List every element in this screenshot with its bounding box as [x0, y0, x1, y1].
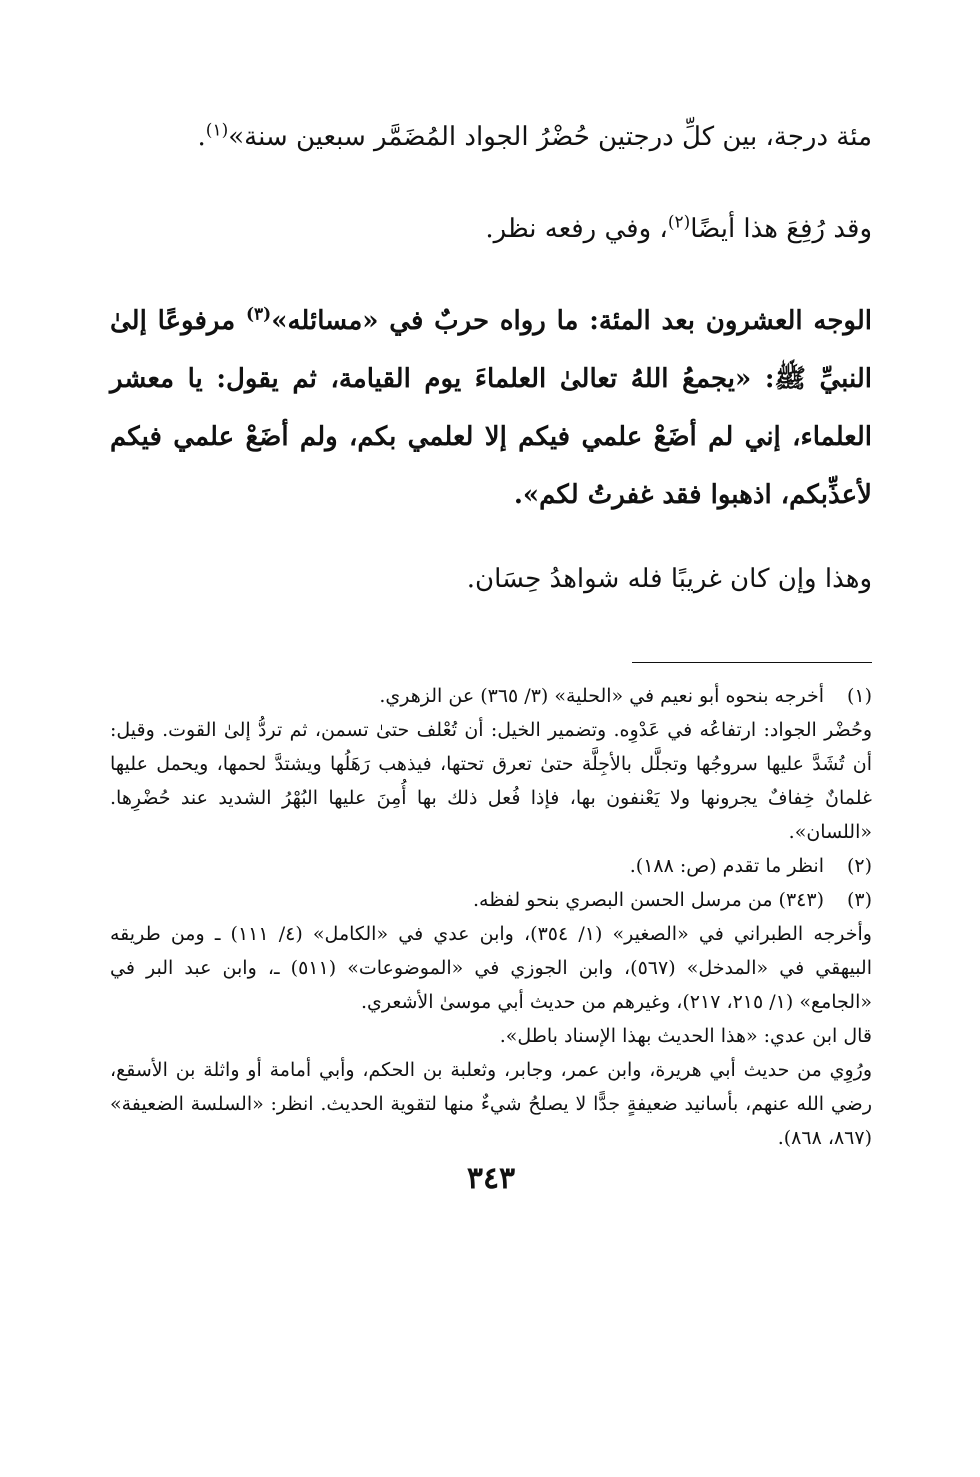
book-page: [110, 108, 872, 1196]
footnote-ref-2: (٢): [667, 212, 691, 233]
footnote-3: [110, 883, 872, 917]
footnote-line: (٣٤٣) من مرسل الحسن البصري بنحو لفظه.: [473, 889, 824, 911]
paragraph-2: وقد رُفِعَ هذا أيضًا$^{(٢)}$، وفي رفعه نظر.: [485, 212, 872, 244]
footnote-ref-3: (٣): [245, 304, 272, 325]
footnote-continuation: وأخرجه الطبراني في «الصغير» (١/ ٣٥٤)، وابن عدي في «الكامل» (٤/ ١١١) ـ ومن طريقه البيهقي في «المدخل» (٥٦٧)، وابن الجوزي في «الموضوعات» (٥١١) ـ، وابن عبد البر في «الجامع» (١/ ٢١٥، ٢١٧)، وغيرهم من حديث أبي موسىٰ الأشعري.: [110, 923, 872, 1013]
footnote-continuation: ورُوِي من حديث أبي هريرة، وابن عمر، وجابر، وثعلبة بن الحكم، وأبي أمامة أو واثلة بن الأسقع، رضي الله عنهم، بأسانيد ضعيفةٍ جدًّا لا يصلحُ شيءٌ منها لتقوية الحديث. انظر: «السلسة الضعيفة» (٨٦٧، ٨٦٨).: [110, 1059, 872, 1149]
footnote-line: أخرجه بنحوه أبو نعيم في «الحلية» (٣/ ٣٦٥) عن الزهري.: [379, 685, 824, 707]
paragraph-1: مئة درجة، بين كلِّ درجتين حُضْرُ الجواد المُضَمَّر سبعين سنة»$^{(١)}$.: [197, 120, 872, 152]
footnote-number: (١): [846, 685, 872, 707]
footnote-2: [110, 849, 872, 883]
footnote-body: [110, 849, 824, 883]
main-text: [110, 108, 872, 608]
footnote-body: [110, 883, 824, 917]
footnote-line: انظر ما تقدم (ص: ١٨٨).: [629, 855, 824, 877]
page-number: ٣٤٣: [466, 1161, 516, 1196]
footnote-continuation: وحُضْر الجواد: ارتفاعُه في عَدْوِه. وتضمير الخيل: أن تُعْلف حتىٰ تسمن، ثم تردُّ إلىٰ القوت. وقيل: أن تُشَدَّ عليها سروجُها وتجلَّل بالأجِلَّة حتىٰ تعرق تحتها، فيذهب رَهَلُها ويشتدَّ لحمها، ويحمل عليها غلمانٌ خِفافٌ يجرونها ولا يَعْنفون بها، فإذا فُعل ذلك بها أُمِنَ عليها البُهْرُ الشديد عند حُضْرِها. «اللسان».: [110, 719, 872, 843]
footnote-continuation: قال ابن عدي: «هذا الحديث بهذا الإسناد باطل».: [499, 1025, 872, 1047]
footnote-separator: [632, 662, 872, 663]
hadith-quote: «يجمعُ اللهُ تعالىٰ العلماءَ يوم القيامة، ثم يقول: يا معشر العلماء، إني لم أضَعْ علمي فيكم إلا لعلمي بكم، ولم أضَعْ علمي فيكم لأعذِّبكم، اذهبوا فقد غفرتُ لكم».: [110, 364, 872, 510]
paragraph-3: الوجه العشرون بعد المئة: ما رواه حربٌ في «مسائله»$^{(٣)}$ مرفوعًا إلىٰ النبيِّ ﷺ: «يجمعُ اللهُ تعالىٰ العلماءَ يوم القيامة، ثم يقول: يا معشر العلماء، إني لم أضَعْ علمي فيكم إلا لعلمي بكم، ولم أضَعْ علمي فيكم لأعذِّبكم، اذهبوا فقد غفرتُ لكم».: [110, 304, 873, 510]
footnote-1: [110, 679, 872, 713]
footnote-ref-1: (١): [205, 120, 229, 141]
paragraph-4: وهذا وإن كان غريبًا فله شواهدُ حِسَان.: [466, 564, 872, 594]
footnote-body: [110, 679, 824, 713]
footnotes: [110, 679, 872, 1155]
footnote-number: (٢): [846, 855, 872, 877]
section-heading: الوجه العشرون بعد المئة:: [589, 306, 873, 336]
footnote-number: (٣): [846, 889, 872, 911]
